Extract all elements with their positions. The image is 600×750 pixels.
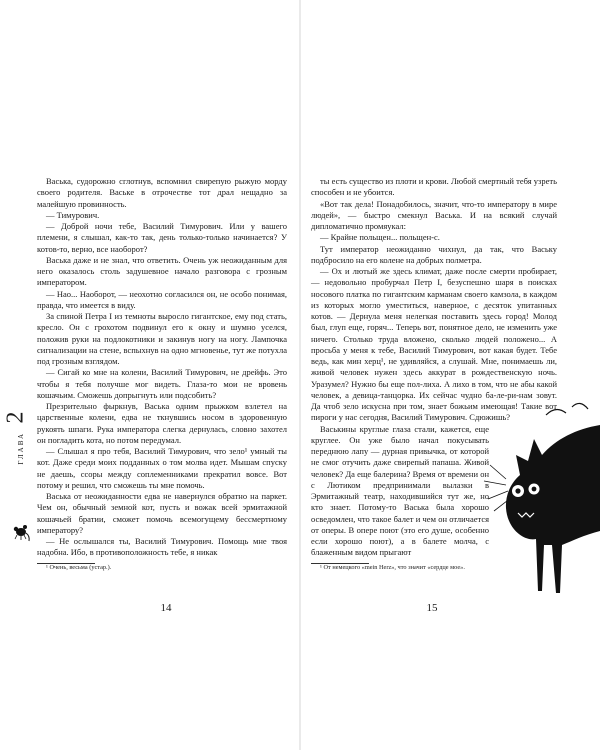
chapter-label: ГЛАВА (17, 432, 25, 465)
footnote: ¹ От немецкого «mein Herz», что значит «сердце мое». (320, 563, 465, 571)
paragraph: За спиной Петра I из темноты выросло гигантское, ему под стать, кресло. Он с грохотом подвинул его к окну и шумно уселся, положив руки на подлокотники и закинув ногу на ногу. Лампочка сигнализации на стене, вспыхнув на одно мгновенье, тут же потухла под грозным взглядом. (37, 311, 287, 366)
mouse-illustration-icon (12, 520, 32, 542)
paragraph: — Ох и лютый же здесь климат, даже после смерти пробирает, — недовольно пробурчал Петр I, безуспешно шаря в поисках носового платка по гигантским карманам своего камзола, в каждом из которых могло уместиться, наверное, с десяток упитанных котов. — Дернула меня нелегкая поставить здесь город! Молод был, глуп еще, горяч... Теперь вот, понятное дело, не изменить уже ничего. Столько труда вложено, сколько людей положено... А просьба у меня к тебе, Василий Тимурович, вот какая будет. Тебе ведь, как мин херц¹, не удивляйся, а слушай. Мне, понимаешь ли, живой человек нужен здесь аккурат в рождественскую ночь. Уразумел? Нужно бы еще пол-лиха. А лихо в том, что не абы какой человек, а девица-танцорка. Их сейчас чудно ба-ле-ри-нам зовут. Да чтоб зело искусна при том, знает божьим имеющая! Такие вот пироги у нас сегодня, Василий Тимурович. Сдюжишь? (311, 266, 557, 423)
book-gutter (299, 0, 301, 750)
paragraph: Васька даже и не знал, что ответить. Очень уж неожиданным для него оказалось столь задушевное начало разговора с грозным императором. (37, 254, 287, 288)
paragraph: — Крайне польщен... польщен-с. (320, 232, 440, 243)
paragraph: Тут император неожиданно чихнул, да так, что Ваську подбросило на его колене на добрых полметра. (311, 243, 557, 265)
paragraph: — Слышал я про тебя, Василий Тимурович, что зело¹ умный ты кот. Даже среди моих подданных о том молва идет. Мышам спуску не даешь, ссоры между соплеменниками прекратил вовсе. Вот потому и решил, что сможешь ты мне помочь. (37, 446, 287, 490)
footnote: ¹ Очень, весьма (устар.). (46, 563, 112, 571)
paragraph: Васька, судорожно сглотнув, вспомнил свирепую рыжую морду своего родителя. Ваське в отрочестве тот драл нещадно за малейшую провинность. (37, 176, 287, 209)
paragraph: — Не ослышался ты, Василий Тимурович. Помощь мне твоя надобна. Ибо, в противоположность тебе, я никак (37, 536, 287, 558)
cat-illustration-icon (476, 395, 600, 595)
page-number: 14 (160, 602, 172, 614)
paragraph: — Доброй ночи тебе, Василий Тимурович. Или у вашего племени, я слышал, как-то так, день только-только начинается? У котов-то, верно, все наоборот? (37, 221, 287, 254)
chapter-number: 2 (2, 411, 29, 424)
paragraph: — Сигай ко мне на колени, Василий Тимурович, не дрейфь. Это чтобы я тебя получше мог видеть. Глаза-то мои не вровень кошачьим. Сможешь допрыгнуть или подсобить? (37, 367, 287, 400)
chapter-marker (14, 430, 32, 510)
paragraph: ты есть существо из плоти и крови. Любой смертный тебя узреть способен и не убоится. (311, 176, 557, 198)
paragraph: — Тимурович. (46, 209, 100, 220)
page-number: 15 (426, 602, 438, 614)
paragraph: «Вот так дела! Понадобилось, значит, что-то императору в мире людей», — быстро смекнул Васька. И на всякий случай дипломатично промяукал: (311, 198, 557, 231)
left-page-text (37, 176, 287, 572)
paragraph: Васька от неожиданности едва не навернулся обратно на паркет. Чем он, обычный земной кот, пусть и вожак всей эрмитажной кошачьей братии, сможет помочь всемогущему бессмертному императору? (37, 491, 287, 535)
paragraph: Презрительно фыркнув, Васька одним прыжком взлетел на царственные колени, едва не ткнувшись носом в здоровенную рукоять шпаги. Рука императора слегка дернулась, словно захотел он погладить кота, но потом передумал. (37, 401, 287, 445)
paragraph: Васькины круглые глаза стали, кажется, еще круглее. Он уже было начал покусывать переднюю лапу — дурная привычка, от которой не смог отучить даже свирепый папаша. Живой человек? Да еще балерина? Время от времени он с Лютиком предпринимали вылазки в Эрмитажный театр, находившийся тут же, но кто знает. Потому-то Васька была хорошо осведомлен, что такое балет и чем он отличается от оперы. В опере поют (это его душе, особенно если хорошо поют), а в балете молча, с блаженным видом прыгают (311, 423, 489, 558)
paragraph: — Нао... Наоборот, — неохотно согласился он, не особо понимая, правда, что имеется в виду. (37, 288, 287, 310)
